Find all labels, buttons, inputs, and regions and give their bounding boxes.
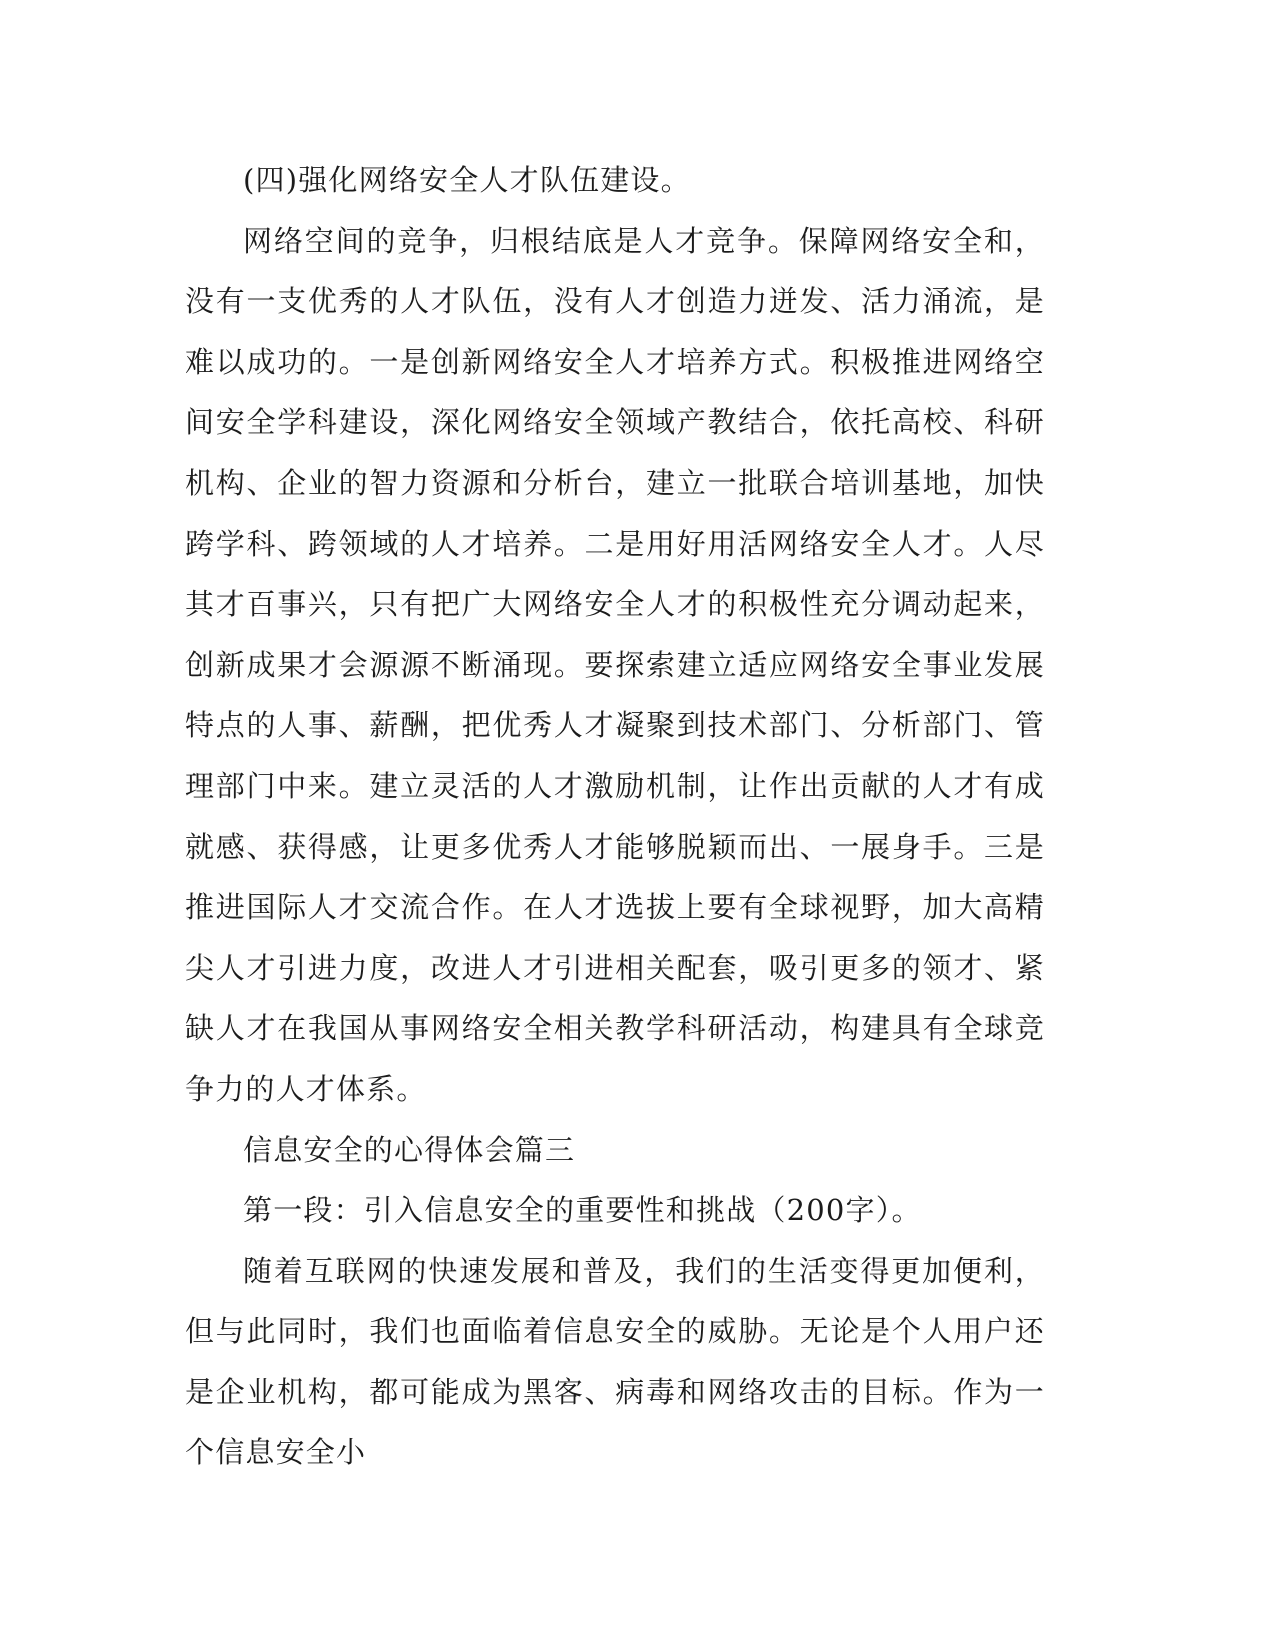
section-heading: 第一段：引入信息安全的重要性和挑战（200字）。 <box>243 1193 922 1228</box>
section-heading: (四)强化网络安全人才队伍建设。 <box>243 163 691 197</box>
body-paragraph: 随着互联网的快速发展和普及，我们的生活变得更加便利，但与此同时，我们也面临着信息安全的威胁。无论是个人用户还是企业机构，都可能成为黑客、病毒和网络攻击的目标。作为一个信息安全小 <box>185 1253 1045 1470</box>
article-title: 信息安全的心得体会篇三 <box>243 1132 576 1167</box>
document-body <box>185 150 1045 1483</box>
body-paragraph: 网络空间的竞争，归根结底是人才竞争。保障网络安全和，没有一支优秀的人才队伍，没有人才创造力迸发、活力涌流，是难以成功的。一是创新网络安全人才培养方式。积极推进网络空间安全学科建设，深化网络安全领域产教结合，依托高校、科研机构、企业的智力资源和分析台，建立一批联合培训基地，加快跨学科、跨领域的人才培养。二是用好用活网络安全人才。人尽其才百事兴，只有把广大网络安全人才的积极性充分调动起来，创新成果才会源源不断涌现。要探索建立适应网络安全事业发展特点的人事、薪酬，把优秀人才凝聚到技术部门、分析部门、管理部门中来。建立灵活的人才激励机制，让作出贡献的人才有成就感、获得感，让更多优秀人才能够脱颖而出、一展身手。三是推进国际人才交流合作。在人才选拔上要有全球视野，加大高精尖人才引进力度，改进人才引进相关配套，吸引更多的领才、紧缺人才在我国从事网络安全相关教学科研活动，构建具有全球竞争力的人才体系。 <box>185 223 1045 1106</box>
